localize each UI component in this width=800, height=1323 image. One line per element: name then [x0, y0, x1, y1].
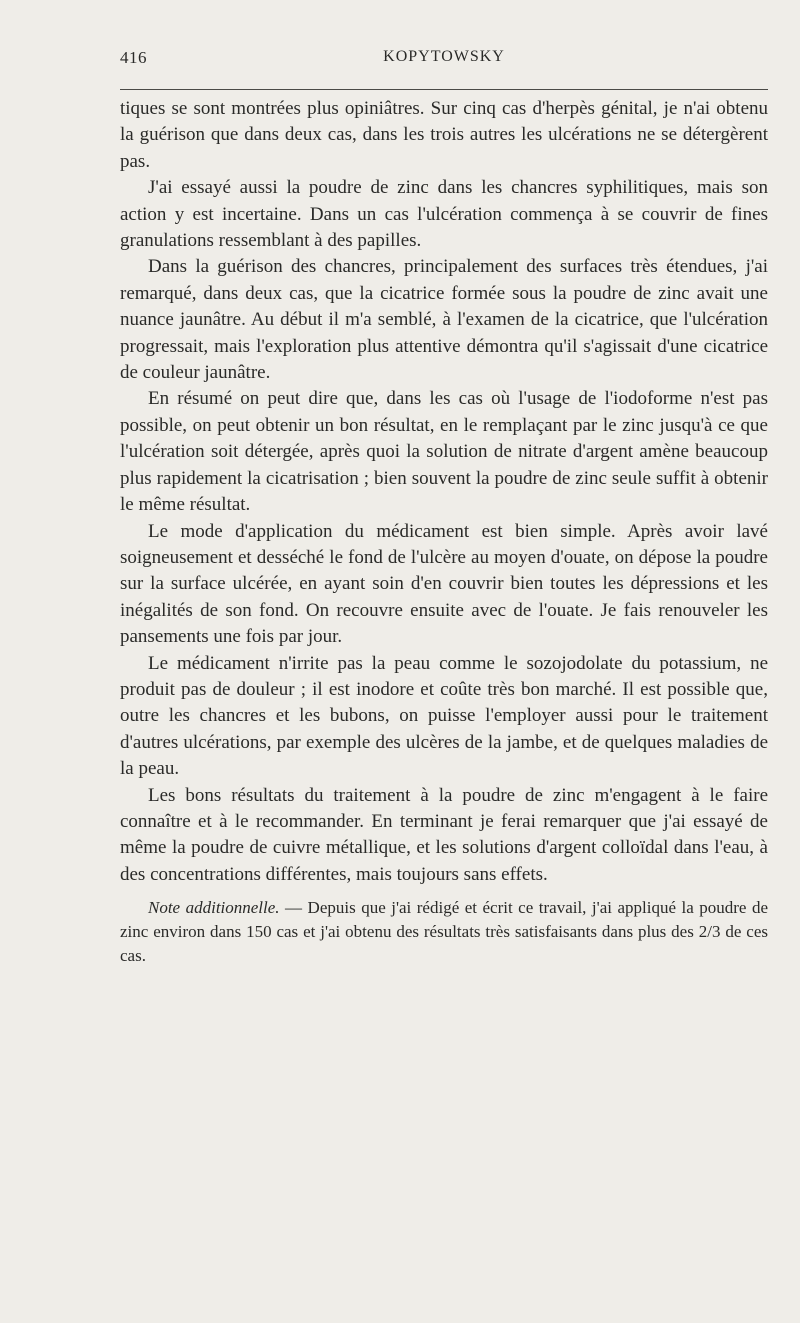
- paragraph: tiques se sont montrées plus opiniâtres. Sur cinq cas d'herpès génital, je n'ai obtenu la guérison que dans deux cas, dans les trois autres les ulcérations ne se détergèrent pas.: [120, 98, 768, 172]
- paragraph: Le mode d'application du médicament est bien simple. Après avoir lavé soigneusement et desséché le fond de l'ulcère au moyen d'ouate, on dépose la poudre sur la surface ulcérée, en ayant soin d'en couvrir bien toutes les dépressions et les inégalités de son fond. On recouvre ensuite avec de l'ouate. Je fais renouveler les pansements une fois par jour.: [120, 520, 768, 648]
- paragraph: En résumé on peut dire que, dans les cas où l'usage de l'iodoforme n'est pas possible, on peut obtenir un bon résultat, en le remplaçant par le zinc jusqu'à ce que l'ulcération soit détergée, après quoi la solution de nitrate d'argent amène beaucoup plus rapidement la cicatrisation ; bien souvent la poudre de zinc seule suffit à obtenir le même résultat.: [120, 388, 768, 516]
- header-rule: [120, 89, 768, 90]
- paragraph: J'ai essayé aussi la poudre de zinc dans les chancres syphilitiques, mais son action y est incertaine. Dans un cas l'ulcération commença à se couvrir de fines granulations ressemblant à des papilles.: [120, 177, 768, 252]
- paragraph: Les bons résultats du traitement à la poudre de zinc m'engagent à le faire connaître et à le recommander. En terminant je ferai remarquer que j'ai essayé de même la poudre de cuivre métallique, et les solutions d'argent colloïdal dans l'eau, à des concentrations différentes, mais toujours sans effets.: [120, 784, 768, 885]
- running-title: KOPYTOWSKY: [383, 48, 505, 65]
- note-label: Note additionnelle.: [148, 898, 280, 918]
- page-number: 416: [120, 48, 147, 67]
- paragraph: Le médicament n'irrite pas la peau comme le sozojodolate du potassium, ne produit pas de douleur ; il est inodore et coûte très bon marché. Il est possible que, outre les chancres et les bubons, on puisse l'employer aussi pour le traitement d'autres ulcérations, par exemple des ulcères de la jambe, et de quelques maladies de la peau.: [120, 652, 768, 780]
- body-text: [120, 96, 768, 968]
- additional-note: [120, 896, 768, 968]
- paragraph: Dans la guérison des chancres, principalement des surfaces très étendues, j'ai remarqué, dans deux cas, que la cicatrice formée sous la poudre de zinc avait une nuance jaunâtre. Au début il m'a semblé, à l'examen de la cicatrice, que l'ulcération progressait, mais l'exploration plus attentive démontra qu'il s'agissait d'une cicatrice de couleur jaunâtre.: [120, 256, 768, 384]
- running-head: [120, 48, 768, 74]
- note-text: — Depuis que j'ai rédigé et écrit ce travail, j'ai appliqué la poudre de zinc environ dans 150 cas et j'ai obtenu des résultats très satisfaisants dans plus des 2/3 de ces cas.: [120, 898, 768, 966]
